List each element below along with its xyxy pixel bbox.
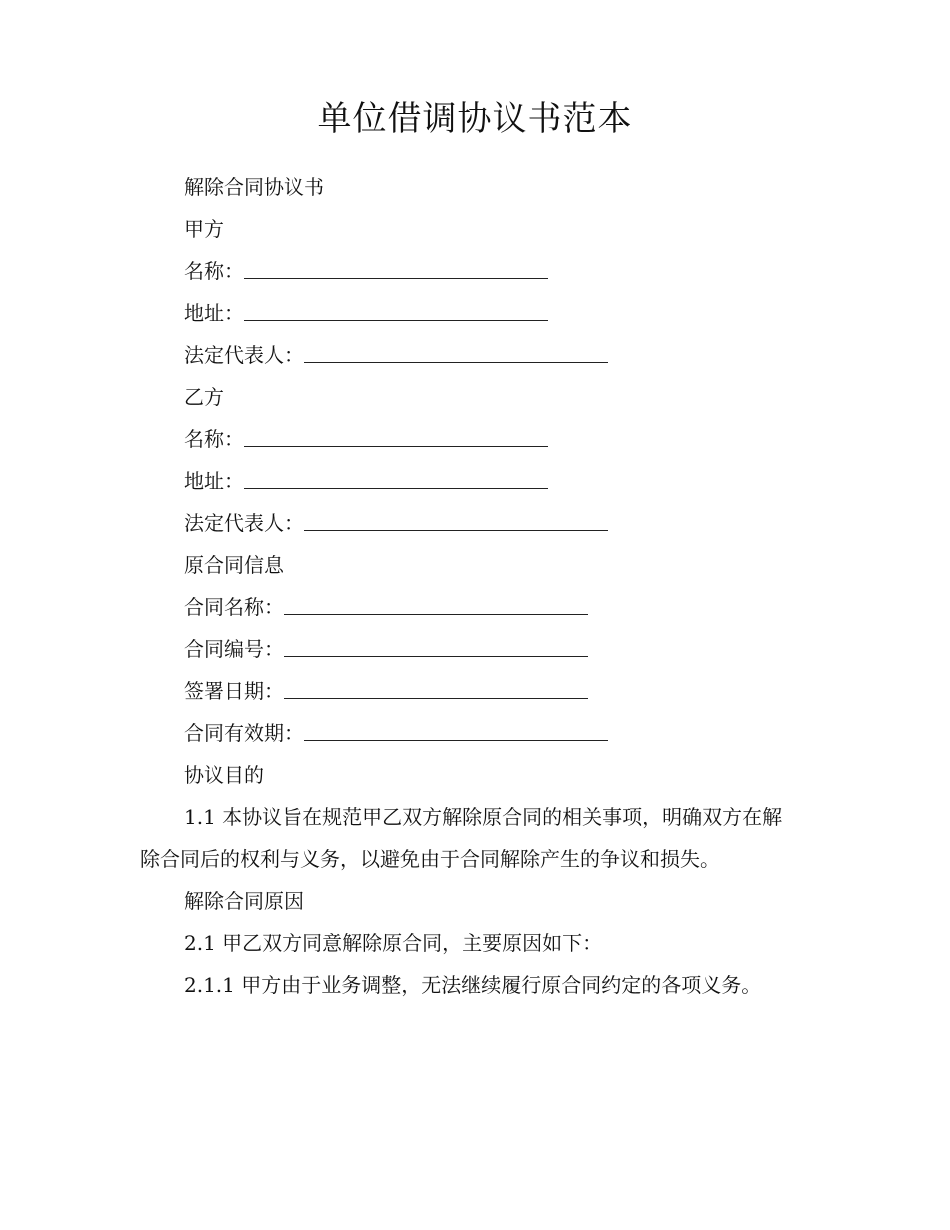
field-label: 地址： <box>184 469 244 493</box>
agreement-purpose-heading: 协议目的 <box>184 763 264 787</box>
blank-line <box>284 628 588 657</box>
clause-2-1-1-paragraph <box>140 964 800 1006</box>
blank-line <box>244 250 548 279</box>
party-b-heading: 乙方 <box>184 385 224 409</box>
field-label: 合同名称： <box>184 595 284 619</box>
clause-2-1: 2.1 甲乙双方同意解除原合同，主要原因如下： <box>184 931 603 955</box>
blank-line <box>284 670 588 699</box>
blank-line <box>244 292 548 321</box>
document-body <box>140 166 800 1006</box>
party-b-name-field <box>140 418 800 460</box>
blank-line <box>284 586 588 615</box>
paragraph-text: 1.1 本协议旨在规范甲乙双方解除原合同的相关事项，明确双方 <box>184 805 743 829</box>
party-b-representative-field <box>140 502 800 544</box>
contract-name-field <box>140 586 800 628</box>
party-a-heading: 甲方 <box>184 217 224 241</box>
blank-line <box>304 712 608 741</box>
field-label: 名称： <box>184 427 244 451</box>
blank-line <box>244 460 548 489</box>
paragraph-text: 2.1.1 甲方由于业务调整，无法继续履行原合同约定的各项义 <box>184 973 722 997</box>
blank-line <box>304 334 608 363</box>
paragraph-text: 务。 <box>721 973 762 997</box>
party-b-address-field <box>140 460 800 502</box>
blank-line <box>244 418 548 447</box>
field-label: 合同有效期： <box>184 721 304 745</box>
field-label: 名称： <box>184 259 244 283</box>
party-a-address-field <box>140 292 800 334</box>
termination-reason-heading: 解除合同原因 <box>184 889 304 913</box>
original-contract-heading: 原合同信息 <box>184 553 284 577</box>
contract-number-field <box>140 628 800 670</box>
contract-validity-field <box>140 712 800 754</box>
field-label: 地址： <box>184 301 244 325</box>
blank-line <box>304 502 608 531</box>
field-label: 签署日期： <box>184 679 284 703</box>
section-heading: 解除合同协议书 <box>184 175 324 199</box>
signing-date-field <box>140 670 800 712</box>
party-a-representative-field <box>140 334 800 376</box>
field-label: 法定代表人： <box>184 343 304 367</box>
paragraph-text: 在解除合同后的权利与义务，以避免由于合同解除产生的争议和损 <box>140 805 783 871</box>
document-title: 单位借调协议书范本 <box>317 99 633 139</box>
paragraph-text: 失。 <box>680 847 720 871</box>
field-label: 合同编号： <box>184 637 284 661</box>
field-label: 法定代表人： <box>184 511 304 535</box>
party-a-name-field <box>140 250 800 292</box>
purpose-paragraph <box>140 796 800 880</box>
